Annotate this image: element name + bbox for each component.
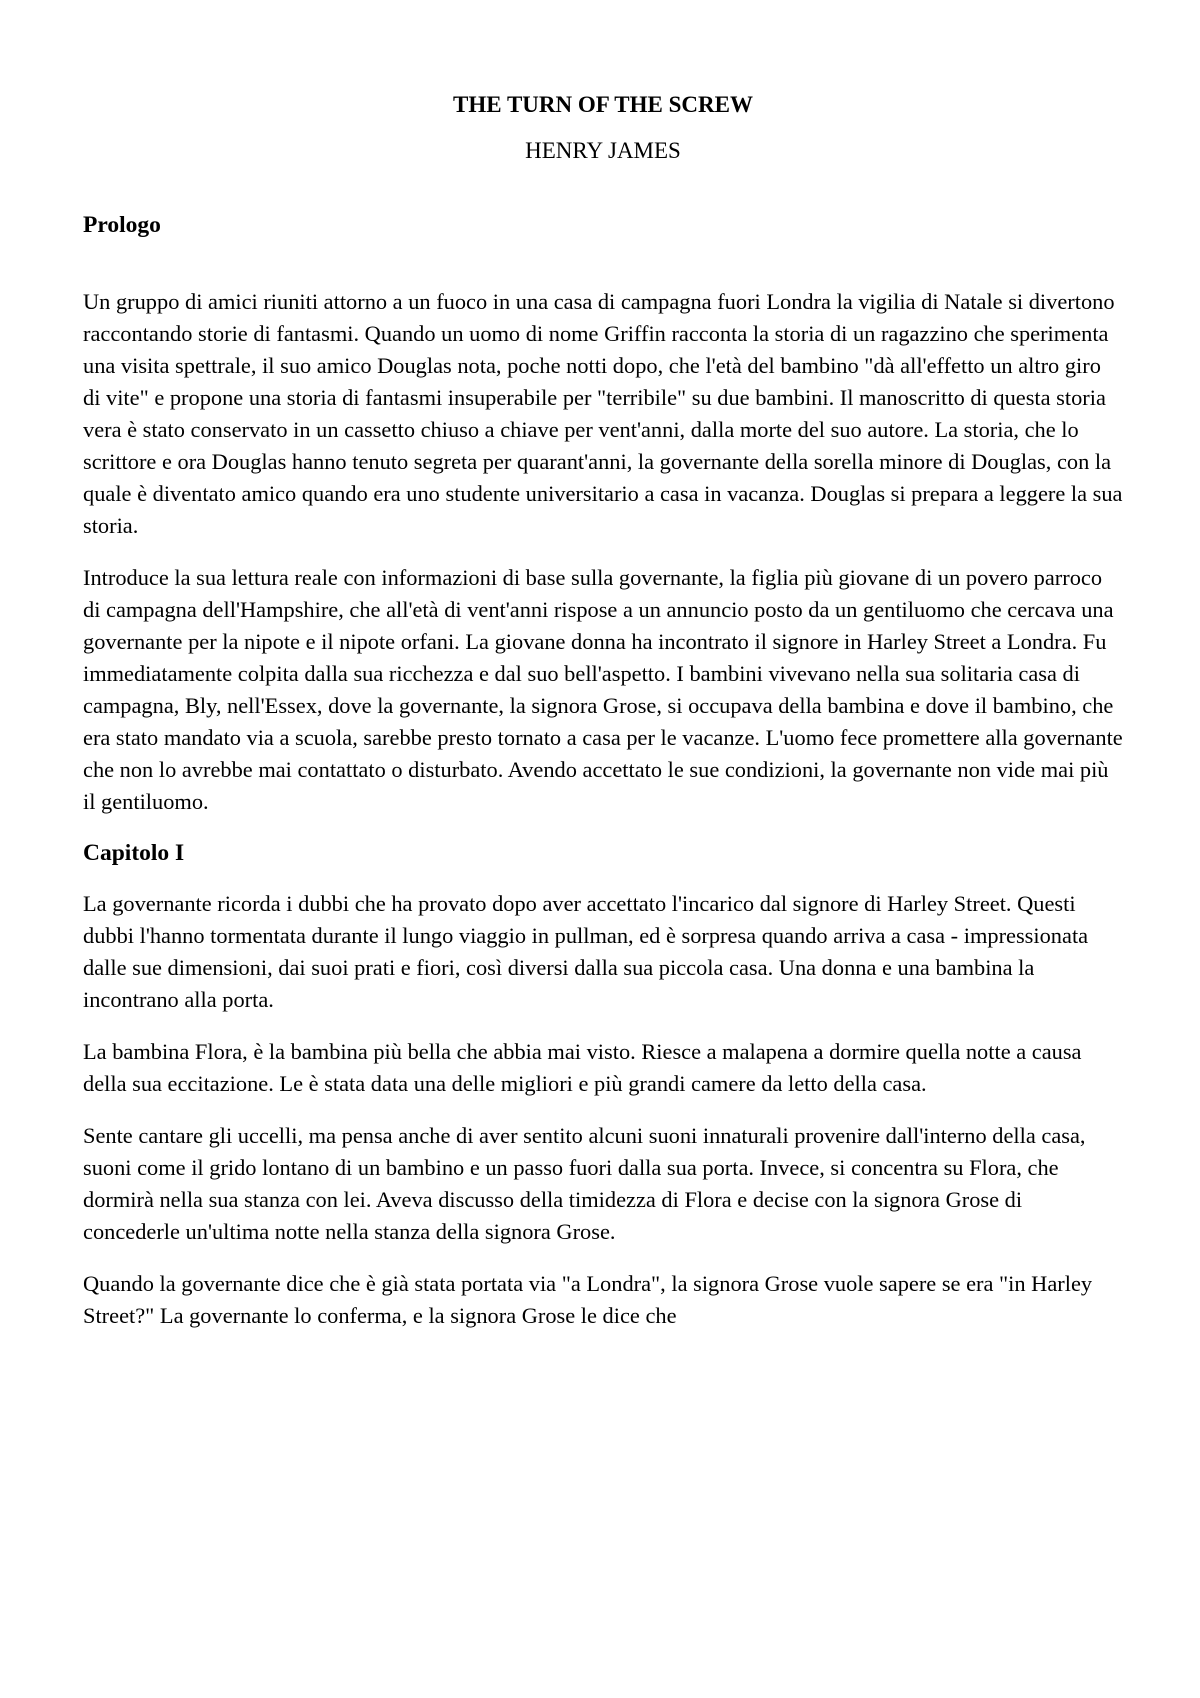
paragraph: La bambina Flora, è la bambina più bella che abbia mai visto. Riesce a malapena a dormire quella notte a causa della sua eccitazione. Le è stata data una delle migliori e più grandi camere da letto della casa.: [83, 1039, 1082, 1096]
paragraph: La governante ricorda i dubbi che ha provato dopo aver accettato l'incarico dal signore di Harley Street. Questi dubbi l'hanno tormentata durante il lungo viaggio in pullman, ed è sorpresa quando arriva a casa - impressionata dalle sue dimensioni, dai suoi prati e fiori, così diversi dalla sua piccola casa. Una donna e una bambina la incontrano alla porta.: [83, 891, 1089, 1012]
section-heading-prologo: Prologo: [83, 212, 161, 238]
paragraph: Un gruppo di amici riuniti attorno a un fuoco in una casa di campagna fuori Londra la vigilia di Natale si divertono raccontando storie di fantasmi. Quando un uomo di nome Griffin racconta la storia di un ragazzino che sperimenta una visita spettrale, il suo amico Douglas nota, poche notti dopo, che l'età del bambino "dà all'effetto un altro giro di vite" e propone una storia di fantasmi insuperabile per "terribile" su due bambini. Il manoscritto di questa storia vera è stato conservato in un cassetto chiuso a chiave per vent'anni, dalla morte del suo autore. La storia, che lo scrittore e ora Douglas hanno tenuto segreta per quarant'anni, la governante della sorella minore di Douglas, con la quale è diventato amico quando era uno studente universitario a casa in vacanza. Douglas si prepara a leggere la sua storia.: [83, 289, 1123, 538]
paragraph: Quando la governante dice che è già stata portata via "a Londra", la signora Grose vuole sapere se era "in Harley Street?" La governante lo conferma, e la signora Grose le dice che: [83, 1271, 1093, 1328]
section-heading-capitolo-i: Capitolo I: [83, 840, 185, 866]
paragraph: Sente cantare gli uccelli, ma pensa anche di aver sentito alcuni suoni innaturali provenire dall'interno della casa, suoni come il grido lontano di un bambino e un passo fuori dalla sua porta. Invece, si concentra su Flora, che dormirà nella sua stanza con lei. Aveva discusso della timidezza di Flora e decise con la signora Grose di concederle un'ultima notte nella stanza della signora Grose.: [83, 1123, 1086, 1244]
document-page: [83, 90, 1123, 1352]
document-title: THE TURN OF THE SCREW: [453, 92, 753, 117]
document-author: HENRY JAMES: [525, 138, 681, 163]
paragraph: Introduce la sua lettura reale con informazioni di base sulla governante, la figlia più giovane di un povero parroco di campagna dell'Hampshire, che all'età di vent'anni rispose a un annuncio posto da un gentiluomo che cercava una governante per la nipote e il nipote orfani. La giovane donna ha incontrato il signore in Harley Street a Londra. Fu immediatamente colpita dalla sua ricchezza e dal suo bell'aspetto. I bambini vivevano nella sua solitaria casa di campagna, Bly, nell'Essex, dove la governante, la signora Grose, si occupava della bambina e dove il bambino, che era stato mandato via a scuola, sarebbe presto tornato a casa per le vacanze. L'uomo fece promettere alla governante che non lo avrebbe mai contattato o disturbato. Avendo accettato le sue condizioni, la governante non vide mai più il gentiluomo.: [83, 565, 1123, 814]
